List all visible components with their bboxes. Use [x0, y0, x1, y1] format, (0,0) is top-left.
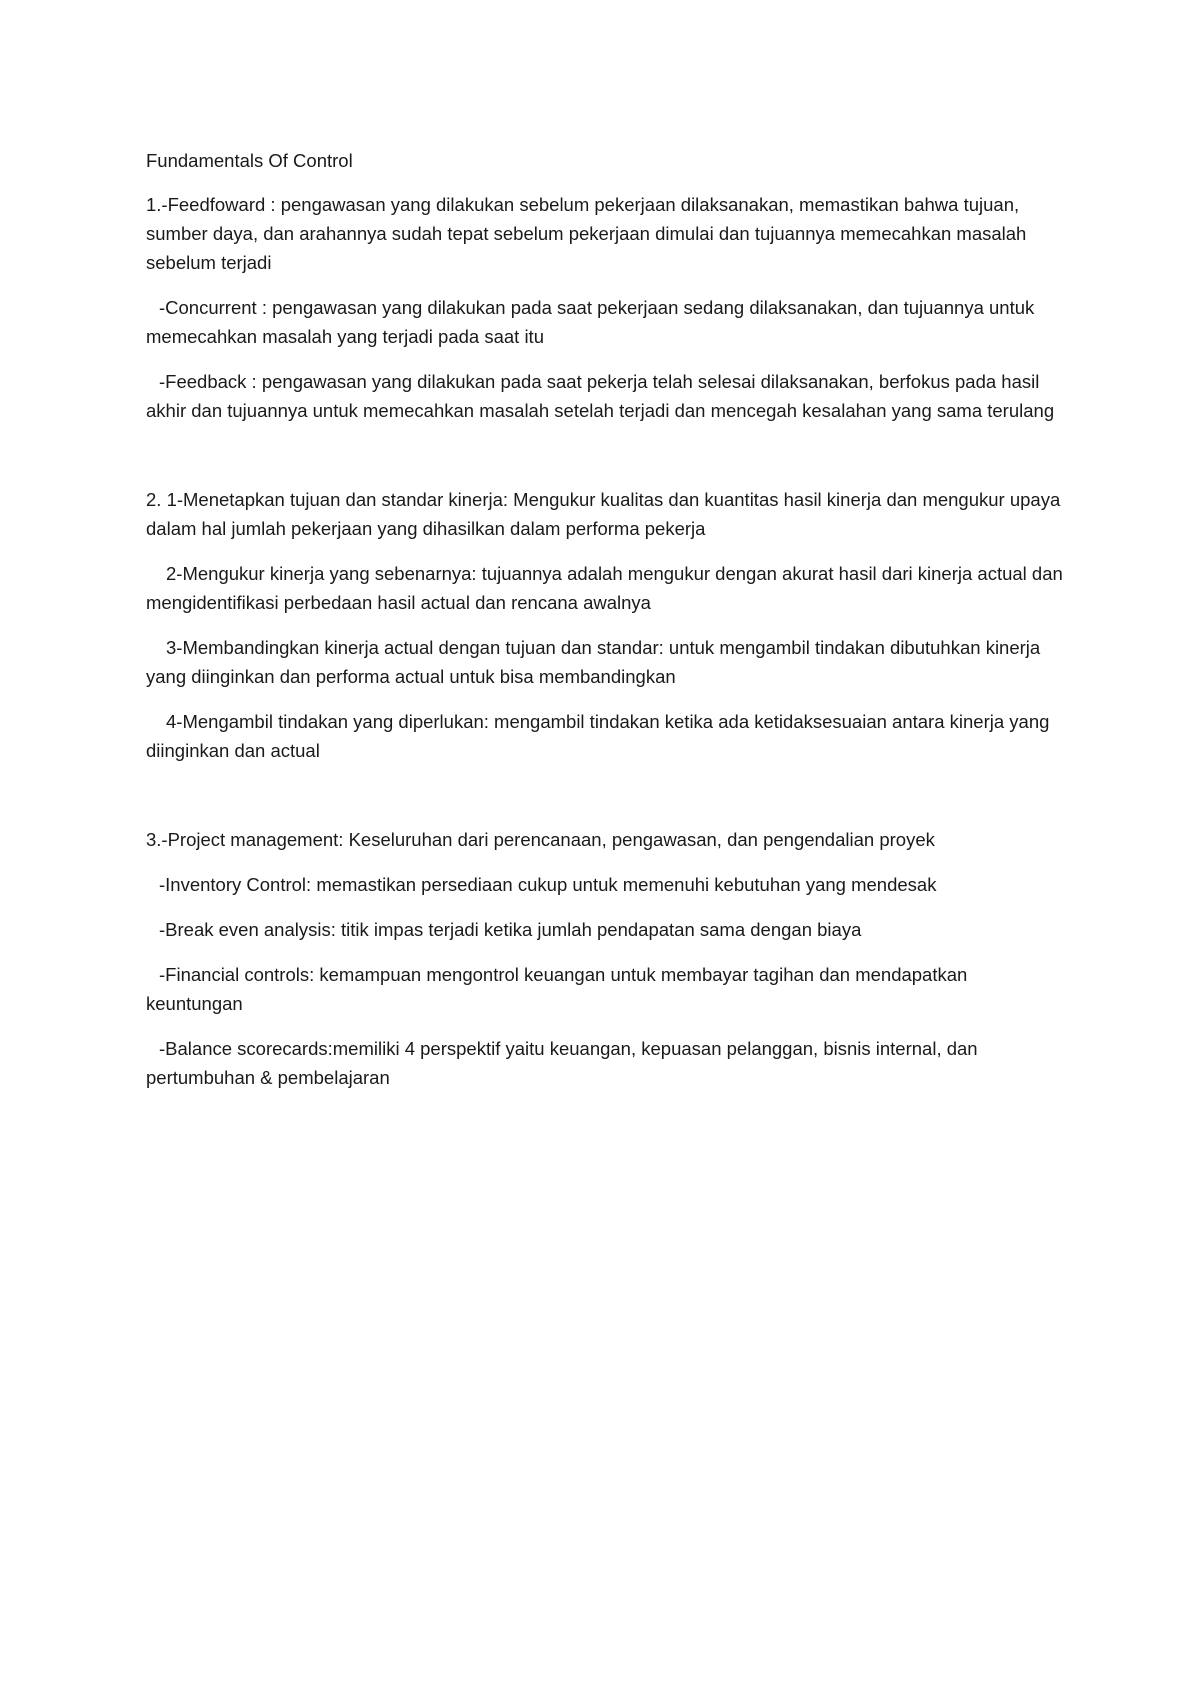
paragraph-step-3: 3-Membandingkan kinerja actual dengan tujuan dan standar: untuk mengambil tindakan dibutuhkan kinerja yang diinginkan dan performa actual untuk bisa membandingkan	[146, 637, 1041, 687]
document-title: Fundamentals Of Control	[146, 150, 353, 171]
paragraph-step-2: 2-Mengukur kinerja yang sebenarnya: tujuannya adalah mengukur dengan akurat hasil dari kinerja actual dan mengidentifikasi perbedaan hasil actual dan rencana awalnya	[146, 563, 1063, 613]
paragraph-step-1: 2. 1-Menetapkan tujuan dan standar kinerja: Mengukur kualitas dan kuantitas hasil kinerja dan mengukur upaya dalam hal jumlah pekerjaan yang dihasilkan dalam performa pekerja	[146, 489, 1061, 539]
section-spacer	[146, 781, 1066, 825]
paragraph-break-even: -Break even analysis: titik impas terjadi ketika jumlah pendapatan sama dengan biaya	[159, 919, 862, 940]
paragraph-balance-scorecards: -Balance scorecards:memiliki 4 perspektif yaitu keuangan, kepuasan pelanggan, bisnis internal, dan pertumbuhan & pembelajaran	[146, 1038, 978, 1088]
paragraph-inventory-control: -Inventory Control: memastikan persediaan cukup untuk memenuhi kebutuhan yang mendesak	[159, 874, 937, 895]
document-body	[146, 146, 1066, 1108]
paragraph-financial-controls: -Financial controls: kemampuan mengontrol keuangan untuk membayar tagihan dan mendapatkan keuntungan	[146, 964, 968, 1014]
paragraph-concurrent: -Concurrent : pengawasan yang dilakukan pada saat pekerjaan sedang dilaksanakan, dan tujuannya untuk memecahkan masalah yang terjadi pada saat itu	[146, 297, 1035, 347]
section-spacer	[146, 441, 1066, 485]
paragraph-feedback: -Feedback : pengawasan yang dilakukan pada saat pekerja telah selesai dilaksanakan, berfokus pada hasil akhir dan tujuannya untuk memecahkan masalah setelah terjadi dan mencegah kesalahan yang sama terulang	[146, 371, 1055, 421]
paragraph-step-4: 4-Mengambil tindakan yang diperlukan: mengambil tindakan ketika ada ketidaksesuaian antara kinerja yang diinginkan dan actual	[146, 711, 1050, 761]
paragraph-project-management: 3.-Project management: Keseluruhan dari perencanaan, pengawasan, dan pengendalian proyek	[146, 829, 935, 850]
paragraph-feedforward: 1.-Feedfoward : pengawasan yang dilakukan sebelum pekerjaan dilaksanakan, memastikan bahwa tujuan, sumber daya, dan arahannya sudah tepat sebelum pekerjaan dimulai dan tujuannya memecahkan masalah sebelum terjadi	[146, 194, 1027, 273]
